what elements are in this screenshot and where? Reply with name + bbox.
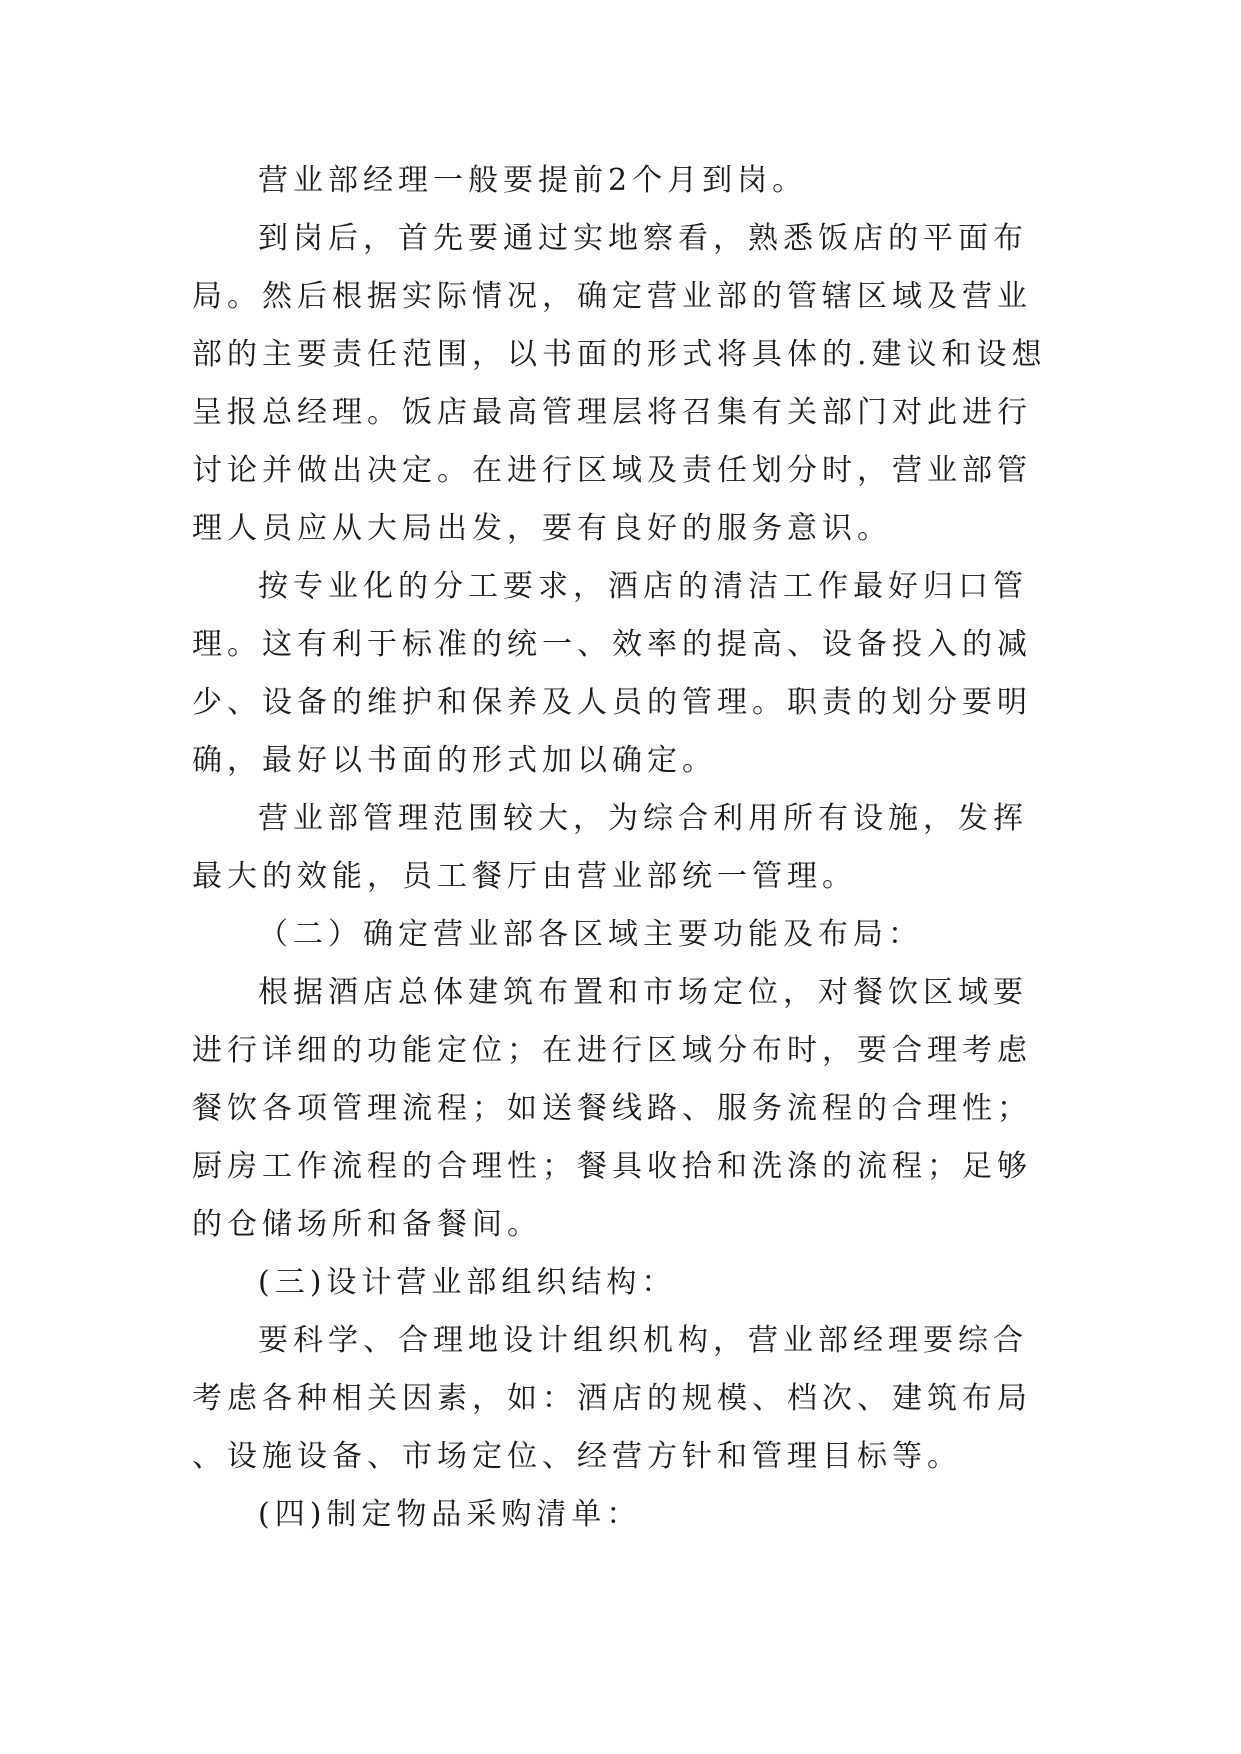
paragraph-functional-layout: 根据酒店总体建筑布置和市场定位，对餐饮区域要进行详细的功能定位；在进行区域分布时，要合理考虑餐饮各项管理流程；如送餐线路、服务流程的合理性；厨房工作流程的合理性；餐具收拾和洗涤的流程；足够的仓储场所和备餐间。 <box>192 975 1032 1242</box>
paragraph-arrival-timing: 营业部经理一般要提前2个月到岗。 <box>258 163 808 198</box>
paragraph-after-arrival: 到岗后，首先要通过实地察看，熟悉饭店的平面布局。然后根据实际情况，确定营业部的管辖区域及营业部的主要责任范围，以书面的形式将具体的.建议和设想呈报总经理。饭店最高管理层将召集有关部门对此进行讨论并做出决定。在进行区域及责任划分时，营业部管理人员应从大局出发，要有良好的服务意识。 <box>192 221 1047 546</box>
section-heading-2: （二）确定营业部各区域主要功能及布局： <box>258 917 923 952</box>
paragraph-cleaning-management: 按专业化的分工要求，酒店的清洁工作最好归口管理。这有利于标准的统一、效率的提高、设备投入的减少、设备的维护和保养及人员的管理。职责的划分要明确，最好以书面的形式加以确定。 <box>192 569 1032 778</box>
document-body <box>192 152 1062 1544</box>
section-heading-4: (四)制定物品采购清单： <box>258 1497 642 1532</box>
paragraph-organization-design: 要科学、合理地设计组织机构，营业部经理要综合考虑各种相关因素，如：酒店的规模、档次、建筑布局、设施设备、市场定位、经营方针和管理目标等。 <box>192 1323 1032 1474</box>
paragraph-staff-canteen: 营业部管理范围较大，为综合利用所有设施，发挥最大的效能，员工餐厅由营业部统一管理。 <box>192 801 1028 894</box>
section-heading-3: (三)设计营业部组织结构： <box>258 1265 677 1300</box>
